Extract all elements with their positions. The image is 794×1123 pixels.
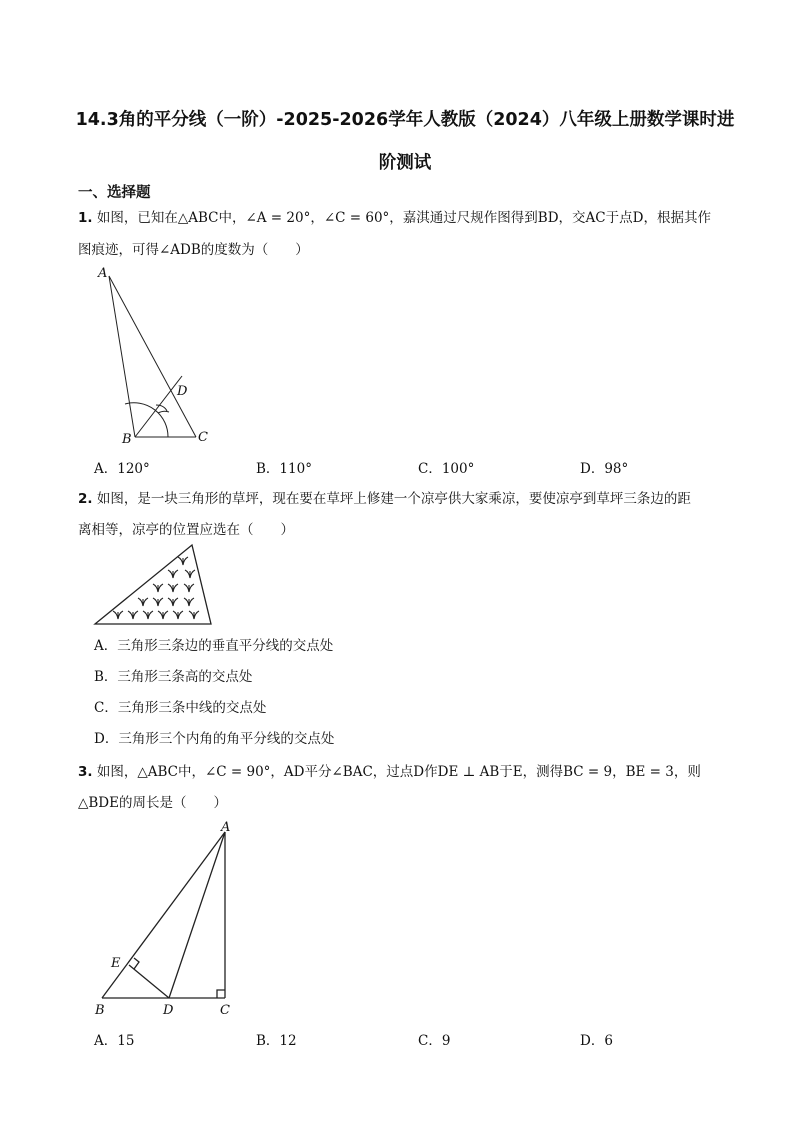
label-d: D: [177, 384, 188, 399]
question-3-option-b[interactable]: B．12: [256, 1033, 297, 1049]
document-title-line-1: 14.3角的平分线（一阶）-2025-2026学年人教版（2024）八年级上册数学课时进: [75, 110, 735, 130]
segment-de: [129, 965, 169, 998]
question-3-option-a[interactable]: A．15: [94, 1033, 135, 1049]
question-2-option-c[interactable]: C．三角形三条中线的交点处: [94, 700, 267, 716]
document-title-line-2: 阶测试: [378, 153, 432, 173]
question-2-option-b[interactable]: B．三角形三条高的交点处: [94, 669, 253, 685]
label-b: B: [122, 432, 132, 447]
question-1-line-2: 图痕迹，可得∠ADB的度数为（ ）: [78, 242, 309, 258]
label-b: B: [95, 1003, 105, 1018]
right-angle-mark-e: [134, 958, 139, 969]
question-2-line-2: 离相等，凉亭的位置应选在（ ）: [78, 522, 294, 538]
label-c: C: [198, 430, 208, 445]
question-1-option-b[interactable]: B．110°: [256, 461, 312, 477]
question-2-option-d[interactable]: D．三角形三个内角的角平分线的交点处: [94, 731, 335, 747]
question-3-option-d[interactable]: D．6: [580, 1033, 613, 1049]
question-3-stem: 如图，△ABC中，∠C = 90°，AD平分∠BAC，过点D作DE ⊥ AB于E，测得BC = 9，BE = 3，则: [96, 764, 701, 780]
question-1-number: 1.: [78, 210, 93, 226]
question-1-option-d[interactable]: D．98°: [580, 461, 629, 477]
question-2-option-a[interactable]: A．三角形三条边的垂直平分线的交点处: [94, 638, 334, 654]
label-a: A: [221, 820, 231, 835]
label-e: E: [111, 956, 121, 971]
right-angle-mark-c: [217, 990, 225, 998]
question-3-option-c[interactable]: C．9: [418, 1033, 451, 1049]
question-3-line-2: △BDE的周长是（ ）: [78, 795, 227, 811]
label-d: D: [163, 1003, 174, 1018]
section-heading: 一、选择题: [78, 185, 151, 201]
question-2-number: 2.: [78, 491, 93, 507]
question-1-option-a[interactable]: A．120°: [94, 461, 150, 477]
segment-ad: [169, 832, 225, 998]
segment-ab: [102, 832, 225, 998]
label-c: C: [220, 1003, 230, 1018]
question-1-option-c[interactable]: C．100°: [418, 461, 475, 477]
question-3-number: 3.: [78, 764, 93, 780]
question-1-stem: 如图，已知在△ABC中，∠A = 20°，∠C = 60°，嘉淇通过尺规作图得到BD，交AC于点D，根据其作: [96, 210, 711, 226]
label-a: A: [98, 266, 108, 281]
question-2-stem: 如图，是一块三角形的草坪，现在要在草坪上修建一个凉亭供大家乘凉，要使凉亭到草坪三条边的距: [96, 491, 691, 507]
